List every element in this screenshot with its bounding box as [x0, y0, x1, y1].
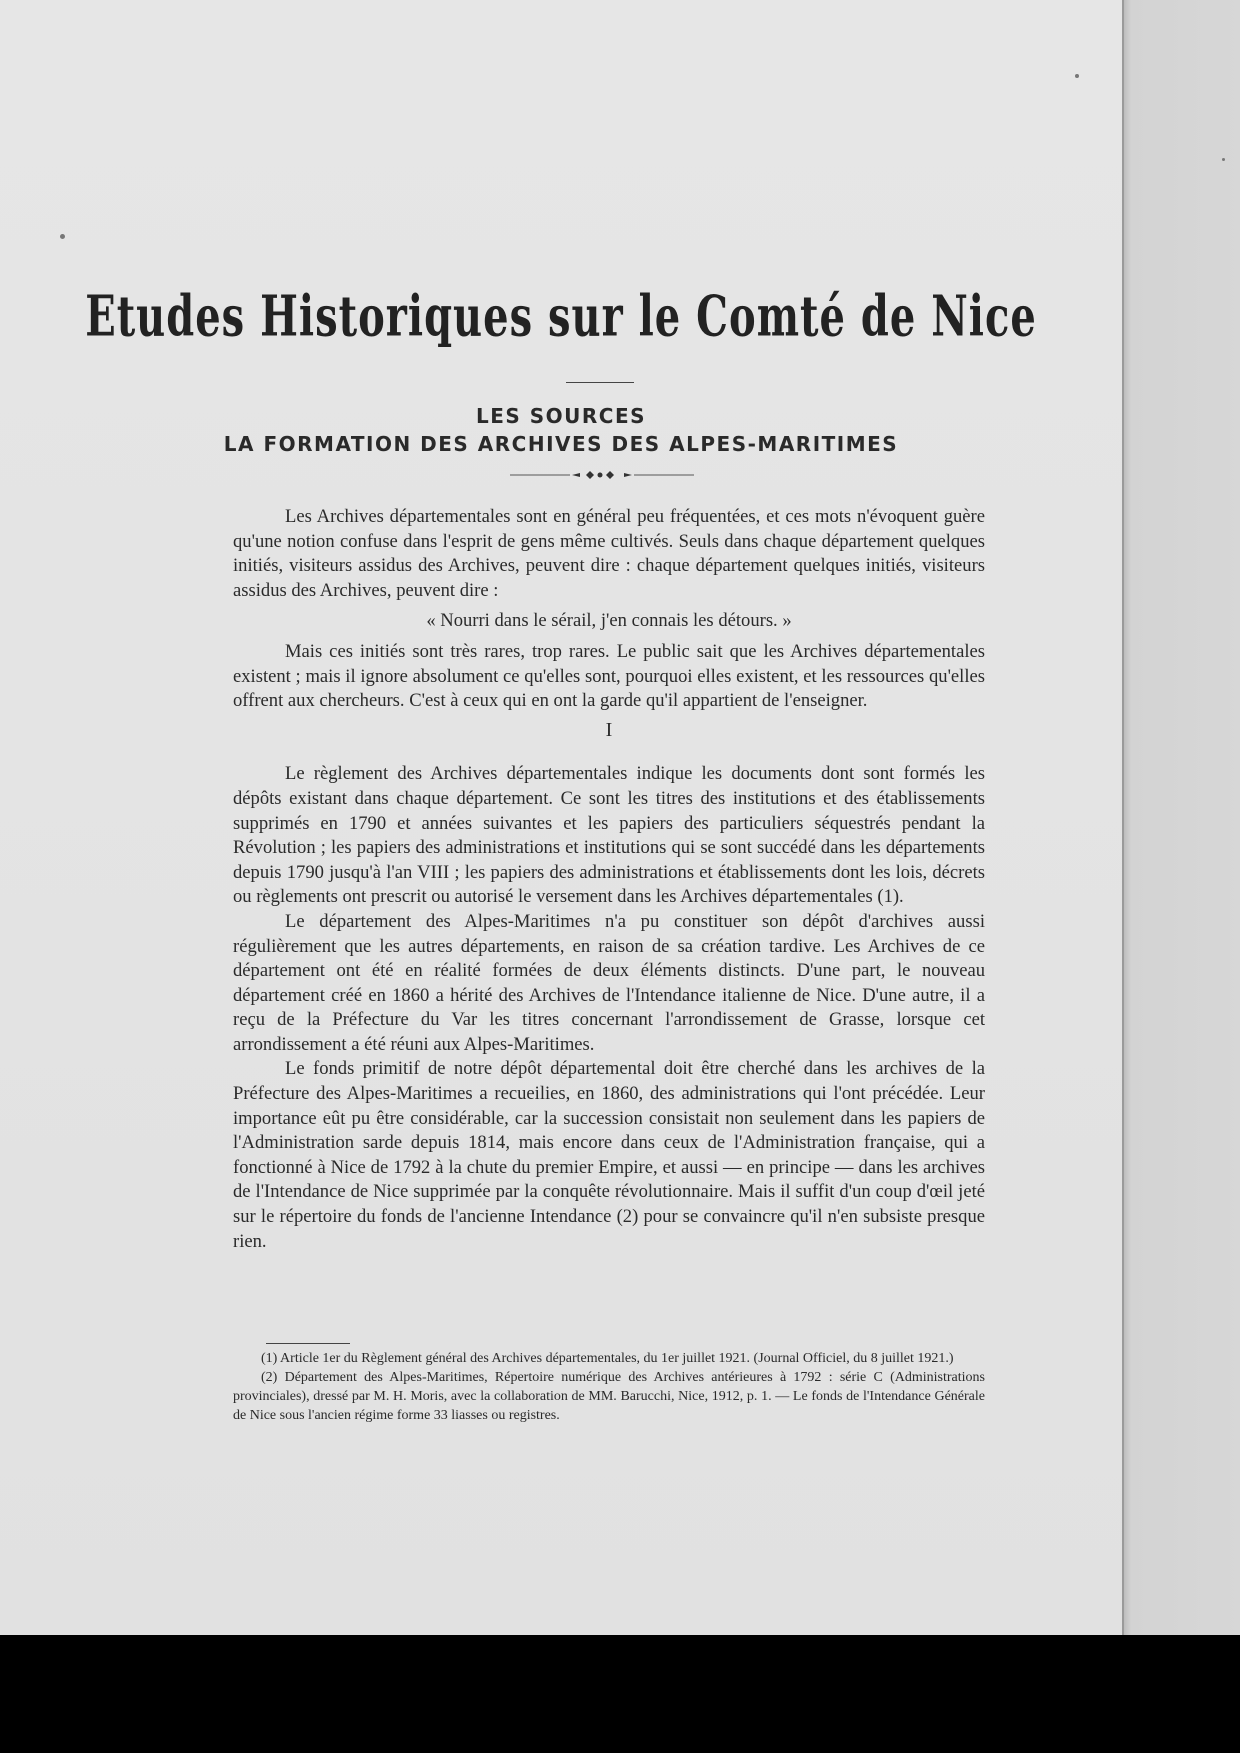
document-subtitle-2: LA FORMATION DES ARCHIVES DES ALPES-MARITIMES	[223, 432, 899, 456]
paragraph-1: Les Archives départementales sont en général peu fréquentées, et ces mots n'évoquent guère qu'une notion confuse dans l'esprit de gens même cultivés. Seuls dans chaque département quelques initiés, visiteurs assidus des Archives, peuvent dire : chaque département quelques initiés, visiteurs assidus des Archives, peuvent dire :	[233, 506, 985, 601]
document-subtitle-1: LES SOURCES	[475, 404, 647, 428]
paragraph-5: Le fonds primitif de notre dépôt départemental doit être cherché dans les archives de la Préfecture des Alpes-Maritimes a recueilies, en 1860, des administrations qui l'ont précédée. Leur importance eût pu être considérable, car la succession consistait non seulement dans les papiers de l'Administration sarde depuis 1814, mais encore dans ceux de l'Administration française, qui a fonctionné à Nice de 1792 à la chute du premier Empire, et aussi — en principe — dans les archives de l'Intendance de Nice supprimée par la conquête révolutionnaire. Mais il suffit d'un coup d'œil jeté sur le répertoire du fonds de l'ancienne Intendance (2) pour se convaincre qu'il n'en subsiste presque rien.	[233, 1058, 985, 1252]
footnote-1: (1) Article 1er du Règlement général des Archives départementales, du 1er juillet 1921. (Journal Officiel, du 8 juillet 1921.)	[261, 1351, 954, 1366]
footnote-divider	[266, 1343, 350, 1344]
scanner-border	[0, 1635, 1240, 1753]
scan-speck	[1075, 74, 1079, 78]
title-divider	[566, 382, 634, 383]
document-title: Etudes Historiques sur le Comté de Nice	[85, 283, 1037, 350]
footnotes	[233, 1349, 985, 1425]
adjacent-page-edge	[1122, 0, 1240, 1635]
main-text	[233, 505, 985, 1254]
scan-speck	[1222, 158, 1225, 161]
section-number: I	[605, 718, 613, 741]
scan-speck	[60, 234, 65, 239]
paragraph-3: Le règlement des Archives départementales indique les documents dont sont formés les dépôts existant dans chaque département. Ce sont les titres des institutions et des établissements supprimés en 1790 et années suivantes et les papiers des particuliers séquestrés pendant la Révolution ; les papiers des administrations et institutions qui se sont succédé dans les départements depuis 1790 jusqu'à l'an VIII ; les papiers des administrations et établissements dont les lois, décrets ou règlements ont prescrit ou autorisé le versement dans les Archives départementales (1).	[233, 763, 985, 908]
paragraph-2: Mais ces initiés sont très rares, trop rares. Le public sait que les Archives départementales existent ; mais il ignore absolument ce qu'elles sont, pourquoi elles existent, et les ressources qu'elles offrent aux chercheurs. C'est à ceux qui en ont la garde qu'il appartient de l'enseigner.	[233, 640, 985, 712]
ornament-divider	[510, 468, 694, 482]
paragraph-4: Le département des Alpes-Maritimes n'a pu constituer son dépôt d'archives aussi régulièrement que les autres départements, en raison de sa création tardive. Les Archives de ce département ont été en réalité formées de deux éléments distincts. D'une part, le nouveau département créé en 1860 a hérité des Archives de l'Intendance italienne de Nice. D'une autre, il a reçu de la Préfecture du Var les titres concernant l'arrondissement de Grasse, lorsque cet arrondissement a été réuni aux Alpes-Maritimes.	[233, 910, 985, 1055]
quotation: « Nourri dans le sérail, j'en connais les détours. »	[426, 610, 792, 632]
footnote-2: (2) Département des Alpes-Maritimes, Répertoire numérique des Archives antérieures à 1792 : série C (Administrations provinciales), dressé par M. H. Moris, avec la collaboration de MM. Barucchi, Nice, 1912, p. 1. — Le fonds de l'Intendance Générale de Nice sous l'ancien régime forme 33 liasses ou registres.	[233, 1370, 985, 1423]
